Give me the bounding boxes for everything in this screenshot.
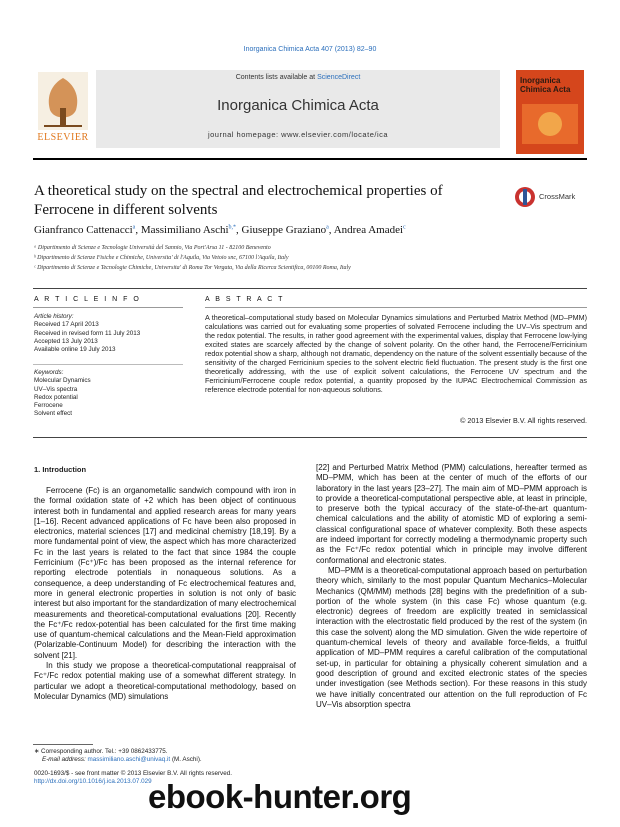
- header-rule: [33, 158, 587, 160]
- author[interactable]: Giuseppe Graziano: [241, 224, 327, 236]
- abstract-text: A theoretical–computational study based on Molecular Dynamics simulations and Perturbed Matrix Method (MD–PMM) calculations was carried out for evaluating some properties of solvated Ferrocene including the UV–Vis spectrum and the redox potential. The results, in rather good agreement with the experimental values, display that Ferrocene low-lying excited states are scarcely affected by the change of solvent polarity. On the other hand, the Ferrocene/Ferricinium redox potential show a sharp, although not dramatic, dependency on the nature of the solvent essentially because of the sensitivity of the charged Ferricinium species to the solvent electric field fluctuation. The present study is the first one theoretically addressing, with the use of explicit solvent calculations, the Ferrocene UV spectrum and the Ferricinium/Ferrocene couple redox potential, a quantity proposed by the IUPAC Electrochemical Commission as reference electrode potential for non-aqueous solutions.: [205, 313, 587, 394]
- paragraph: Ferrocene (Fc) is an organometallic sandwich compound with iron in the formal oxidation state of +2 which has been object of continuous interest both in fundamental and applied research areas for many years [1–16]. Recent advanced applications of Fc have been also proposed in electronics, material sciences [17] and medicinal chemistry [18,19]. By a more fundamental point of view, the aspect which has more characterized Fc in the last years is related to the fact that since 1984 the couple Ferricinium (Fc⁺)/Fc has been proposed as the internal reference for reporting electrode potentials in nonaqueous solutions. As a consequence, a deep understanding of Fc electrochemical features and, more in general electronic properties in solution is not only of basic interest but also important for the standardization of many electrochemical measurements and theoretical-computational evaluations [20]. Recently the Fc⁺/Fc redox-potential has been calculated for the first time making use of quantum-chemical calculations and the Mean-Field approximation (Polarizable-Continuum Model) for describing the interaction with the solvent [21].: [34, 486, 296, 660]
- section-heading: 1. Introduction: [34, 465, 87, 474]
- journal-homepage[interactable]: journal homepage: www.elsevier.com/locate/ica: [207, 130, 389, 139]
- footnote: ∗ Corresponding author. Tel.: +39 0862433775. E-mail address: massimiliano.aschi@univaq.it (M. Aschi).: [34, 748, 202, 763]
- footnote-rule: [33, 744, 93, 745]
- watermark: ebook-hunter.org: [148, 778, 412, 815]
- copyright: © 2013 Elsevier B.V. All rights reserved.: [460, 416, 587, 425]
- author-list: Gianfranco Cattenacci$^a$, Massimiliano Aschi$^{b,*}$, Giuseppe Graziano$^a$, Andrea Amadei$^c$: [34, 224, 406, 236]
- keyword: Ferrocene: [34, 402, 63, 410]
- journal-cover: [516, 70, 584, 154]
- history-item: Available online 19 July 2013: [34, 346, 116, 354]
- email-link[interactable]: massimiliano.aschi@univaq.it: [87, 756, 171, 763]
- abstract-heading: A B S T R A C T: [205, 296, 285, 303]
- contents-line: Contents lists available at ScienceDirect: [235, 74, 361, 81]
- keyword: UV–Vis spectra: [34, 385, 78, 393]
- abstract-rule: [205, 307, 587, 308]
- elsevier-logo: [34, 70, 92, 146]
- info-divider: [33, 364, 183, 365]
- history-item: Accepted 13 July 2013: [34, 337, 98, 345]
- author[interactable]: Gianfranco Cattenacci: [34, 224, 133, 236]
- keywords: Keywords: Molecular Dynamics UV–Vis spectra Redox potential Ferrocene Solvent effect: [34, 369, 194, 419]
- history-item: Received in revised form 11 July 2013: [34, 329, 141, 337]
- journal-header: [96, 70, 500, 148]
- left-column: [34, 486, 296, 702]
- author[interactable]: Massimiliano Aschi: [140, 224, 229, 236]
- crossmark-label: CrossMark: [539, 192, 576, 201]
- crossmark-icon: [514, 186, 536, 208]
- elsevier-wordmark: ELSEVIER: [37, 132, 89, 143]
- info-rule: [33, 307, 183, 308]
- keyword: Solvent effect: [34, 410, 73, 418]
- journal-citation[interactable]: Inorganica Chimica Acta 407 (2013) 82–90: [243, 46, 377, 53]
- journal-title: Inorganica Chimica Acta: [217, 97, 379, 114]
- history-item: Received 17 April 2013: [34, 321, 99, 329]
- bottom-info: 0020-1693/$ - see front matter © 2013 Elsevier B.V. All rights reserved. http://dx.doi.org/10.1016/j.ica.2013.07.029: [34, 770, 334, 786]
- affiliation: ᶜ Dipartimento di Scienze e Tecnologie Chimiche, Universita' di Roma Tor Vergata, Via della Ricerca Scientifica, 00100 Roma, Italy: [34, 265, 351, 271]
- doi-link[interactable]: http://dx.doi.org/10.1016/j.ica.2013.07.029: [34, 778, 152, 785]
- article-history: Article history: Received 17 April 2013 Received in revised form 11 July 2013 Accepted 13 July 2013 Available online 19 July 2013: [34, 313, 194, 354]
- keyword: Molecular Dynamics: [34, 377, 91, 385]
- article-title: A theoretical study on the spectral and electrochemical properties of Ferrocene in different solvents: [34, 183, 443, 218]
- cover-art: [516, 70, 584, 154]
- crossmark-badge[interactable]: [514, 186, 586, 208]
- paragraph: MD–PMM is a theoretical-computational approach based on perturbation theory which, similarly to the most popular Quantum Mechanics–Molecular Mechanics (QM/MM) methods [28] begins with the predefinition of a sub-portion of the whole system (in this case Fc) whose quantum (e.g. electronic) degrees of freedom are explicitly treated in semiclassical interaction with the electrostatic field produced by the rest of the system (in this case the solvent) along the MD simulation. Given the wide repertoire of quantum-chemical levels of theory and available force-fields, a fruitful application of MD–PMM requires a careful calibration of the computational set-up, in particular for obtaining a physically coherent simulation and a good description of ground and excited electronic states of the species under investigation (see Methods section). For these reasons in this study we have initially concentrated our attention on the full reproduction of Fc UV–Vis absorption spectra: [316, 565, 587, 709]
- keyword: Redox potential: [34, 393, 78, 401]
- right-column: [316, 463, 587, 710]
- author[interactable]: Andrea Amadei: [333, 224, 404, 236]
- paragraph: In this study we propose a theoretical-computational reappraisal of Fc⁺/Fc redox potential making use of a somewhat different strategy. In particular we adopt a theoretical-computational methodology, based on Molecular Dynamics (MD) simulations: [34, 661, 296, 701]
- affiliation: ᵇ Dipartimento di Scienze Fisiche e Chimiche, Universita' di l'Aquila, Via Vetoio snc, 67100 l'Aquila, Italy: [34, 255, 289, 261]
- paragraph: [22] and Perturbed Matrix Method (PMM) calculations, hereafter termed as MD–PMM, which has been at the center of much of the efforts of our laboratory in the last years [23–27]. The main aim of MD–PMM approach is to provide a theoretical-computational perspective able, at least in principle, to preserve both the typical accuracy of the state-of-the-art quantum-chemical calculations and the ability of atomistic MD of exploring a semi-classical configurational space of whatever complexity. Both these aspects are indeed important for correctly modeling a thermodynamic property such as the Fc⁺/Fc redox potential which in principle may involve different conformational and electronic states.: [316, 463, 587, 565]
- cover-title: Inorganica Chimica Acta: [520, 76, 571, 94]
- section-rule: [33, 437, 587, 438]
- section-rule: [33, 288, 587, 289]
- affiliation: ᵃ Dipartimento di Scienze e Tecnologie Università del Sannio, Via Port'Arsa 11 - 82100 Benevento: [34, 245, 271, 251]
- sciencedirect-link[interactable]: ScienceDirect: [317, 74, 361, 81]
- article-info-heading: A R T I C L E I N F O: [34, 296, 141, 303]
